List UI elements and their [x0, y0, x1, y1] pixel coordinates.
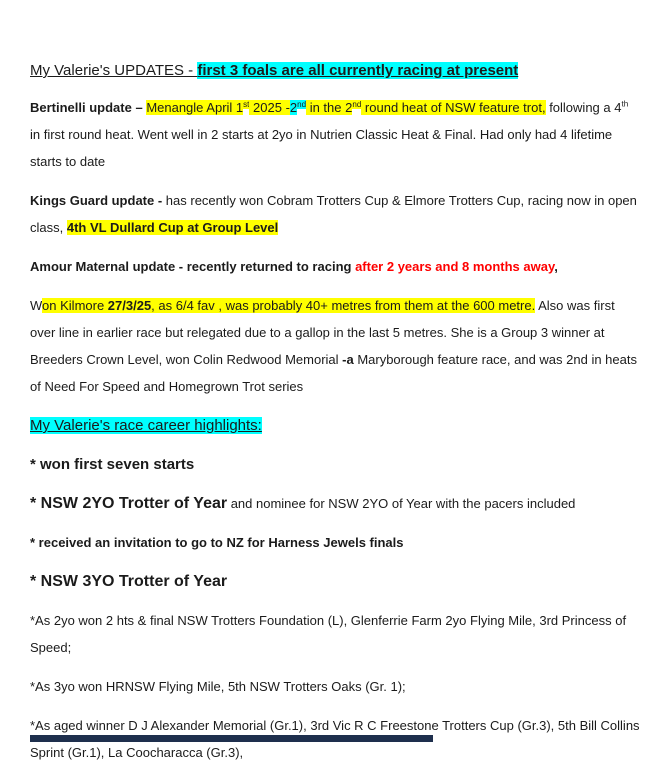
text-run: *As 3yo won HRNSW Flying Mile, 5th NSW Trotters Oaks (Gr. 1); [30, 679, 406, 694]
text-run: in first round heat. Went well in 2 starts at 2yo in Nutrien Classic Heat & Final. Had only had 4 lifetime starts to date [30, 127, 613, 169]
text-run: nd [297, 99, 307, 109]
paragraph-as-3yo-record [30, 673, 640, 700]
text-run: Also was first over line in earlier race but relegated due to a gallop in the last 5 metres. She is a Group 3 winner at Breeders Crown Level, won Colin Redwood Memorial [30, 298, 615, 367]
text-run: 4th VL Dullard Cup at Group Level [66, 220, 279, 235]
bullet-nsw-2yo-trotter-of-year [30, 490, 640, 517]
text-run: has recently won Cobram Trotters Cup & Elmore Trotters Cup, racing now in open class, [30, 193, 637, 235]
text-run: * won first seven starts [30, 456, 195, 473]
bullet-nz-harness-jewels-invitation [30, 529, 640, 556]
paragraph-as-2yo-record [30, 607, 640, 661]
text-run: My Valerie's race career highlights: [30, 417, 262, 434]
text-run: first 3 foals are all currently racing at present [197, 62, 519, 79]
paragraph-amour-maternal-update [30, 253, 640, 280]
bottom-bar [30, 735, 433, 742]
paragraph-kilmore-win [30, 292, 640, 400]
text-run: -a [342, 352, 354, 367]
text-run: nd [352, 99, 362, 109]
text-run: 2025 - [249, 100, 290, 115]
text-run: Kings Guard update - [30, 193, 166, 208]
text-run: *As 2yo won 2 hts & final NSW Trotters Foundation (L), Glenferrie Farm 2yo Flying Mile, 3rd Princess of Speed; [30, 613, 627, 655]
text-run: * NSW 3YO Trotter of Year [30, 573, 228, 590]
bullet-nsw-3yo-trotter-of-year [30, 568, 640, 595]
bullet-won-first-seven-starts [30, 451, 640, 478]
text-run: 2 [289, 100, 298, 115]
text-run: Amour Maternal update - recently returned to racing [30, 259, 356, 274]
text-run: and nominee for NSW 2YO of Year with the pacers included [227, 496, 576, 511]
text-run: 27/3/25 [107, 298, 152, 313]
text-run: , [554, 259, 558, 274]
text-run: in the 2 [306, 100, 353, 115]
text-run: Maryborough feature race, and was 2nd in heats of Need For Speed and Homegrown Trot series [30, 352, 637, 394]
doc-title [30, 57, 640, 84]
text-run: th [621, 99, 629, 109]
text-run: * NSW 2YO Trotter of Year [30, 495, 228, 512]
text-run: Bertinelli update – [30, 100, 147, 115]
text-run: * received an invitation to go to NZ for Harness Jewels finals [30, 535, 404, 550]
text-run: following a 4 [545, 100, 622, 115]
paragraph-bertinelli-update [30, 94, 640, 175]
section-heading-race-career-highlights [30, 412, 640, 439]
text-run: W [30, 298, 43, 313]
text-run: round heat of NSW feature trot, [361, 100, 546, 115]
text-run: My Valerie's UPDATES - [30, 62, 198, 79]
text-run: , as 6/4 fav , was probably 40+ metres from them at the 600 metre. [151, 298, 536, 313]
text-run: after 2 years and 8 months away [355, 259, 555, 274]
text-run: *As aged winner D J Alexander Memorial (Gr.1), 3rd Vic R C Freestone Trotters Cup (Gr.3), 5th Bill Collins Sprint (Gr.1), La Coocharacca (Gr.3), [30, 718, 640, 760]
text-run: on Kilmore [42, 298, 108, 313]
paragraph-kings-guard-update [30, 187, 640, 241]
document-body [30, 57, 640, 766]
text-run: Menangle April 1 [146, 100, 244, 115]
text-run: st [243, 99, 250, 109]
